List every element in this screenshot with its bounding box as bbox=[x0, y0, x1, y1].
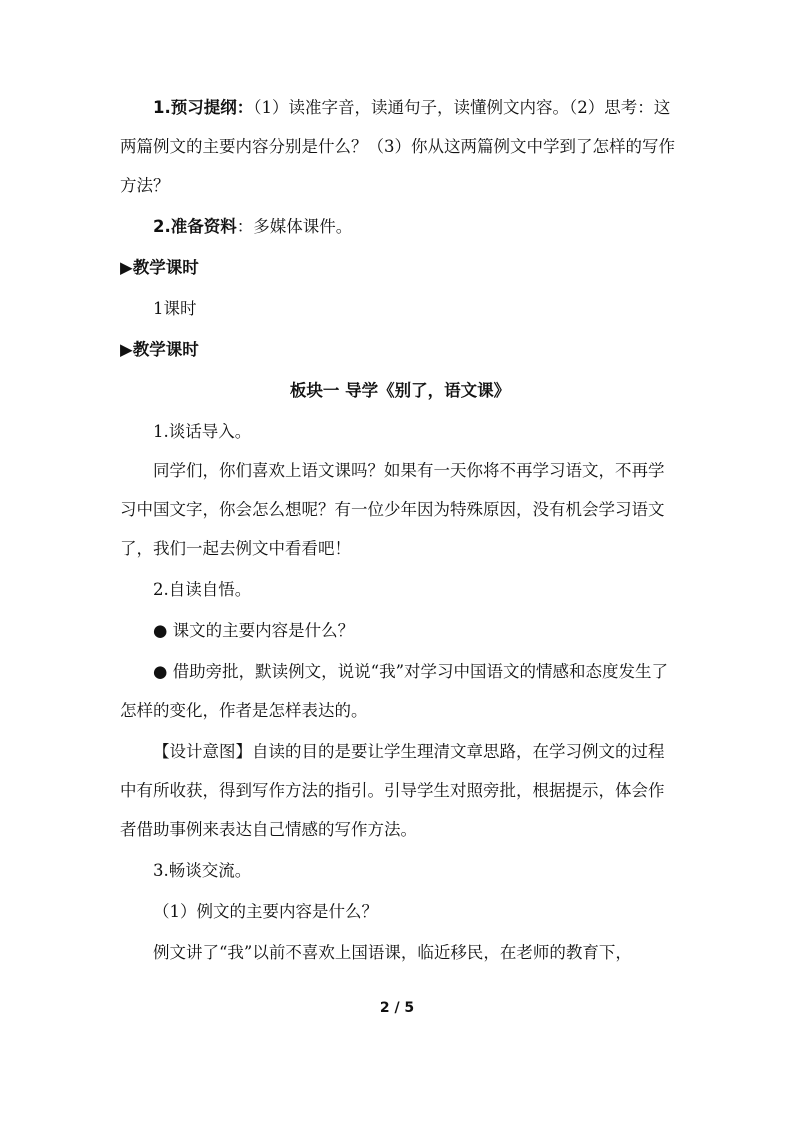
question-1: （1）例文的主要内容是什么？ bbox=[153, 902, 378, 921]
bullet-1: ● 课文的主要内容是什么？ bbox=[153, 621, 355, 640]
section-title: 板块一 导学《别了，语文课》 bbox=[289, 381, 511, 400]
step3-title: 3.畅谈交流。 bbox=[153, 861, 252, 880]
prep-material-text: ：多媒体课件。 bbox=[236, 217, 353, 236]
prep-outline-paragraph bbox=[120, 88, 680, 205]
prep-material-label: 2.准备资料 bbox=[153, 217, 237, 236]
bullet-2: ● 借助旁批，默读例文，说说“我”对学习中国语文的情感和态度发生了怎样的变化，作者是怎样表达的。 bbox=[120, 662, 669, 720]
design-intent: 【设计意图】自读的目的是要让学生理清文章思路，在学习例文的过程中有所收获，得到写作方法的指引。引导学生对照旁批，根据提示，体会作者借助事例来表达自己情感的写作方法。 bbox=[120, 742, 665, 839]
prep-material-paragraph bbox=[120, 207, 680, 246]
heading-teaching-time-1: ▶教学课时 bbox=[120, 258, 199, 277]
prep-outline-label: 1.预习提纲： bbox=[153, 98, 254, 117]
prep-outline-text: （1）读准字音，读通句子，读懂例文内容。（2）思考：这两篇例文的主要内容分别是什么？（3）你从这两篇例文中学到了怎样的写作方法？ bbox=[120, 98, 675, 195]
step1-text: 同学们，你们喜欢上语文课吗？如果有一天你将不再学习语文，不再学习中国文字，你会怎么想呢？有一位少年因为特殊原因，没有机会学习语文了，我们一起去例文中看看吧！ bbox=[120, 461, 665, 558]
heading-teaching-time-2: ▶教学课时 bbox=[120, 340, 199, 359]
class-count: 1课时 bbox=[153, 299, 197, 318]
document-body bbox=[120, 88, 680, 972]
answer-1: 例文讲了“我”以前不喜欢上国语课，临近移民，在老师的教育下， bbox=[153, 943, 632, 962]
step2-title: 2.自读自悟。 bbox=[153, 580, 252, 599]
step1-title: 1.谈话导入。 bbox=[153, 422, 252, 441]
page-number: 2 / 5 bbox=[379, 1000, 415, 1016]
